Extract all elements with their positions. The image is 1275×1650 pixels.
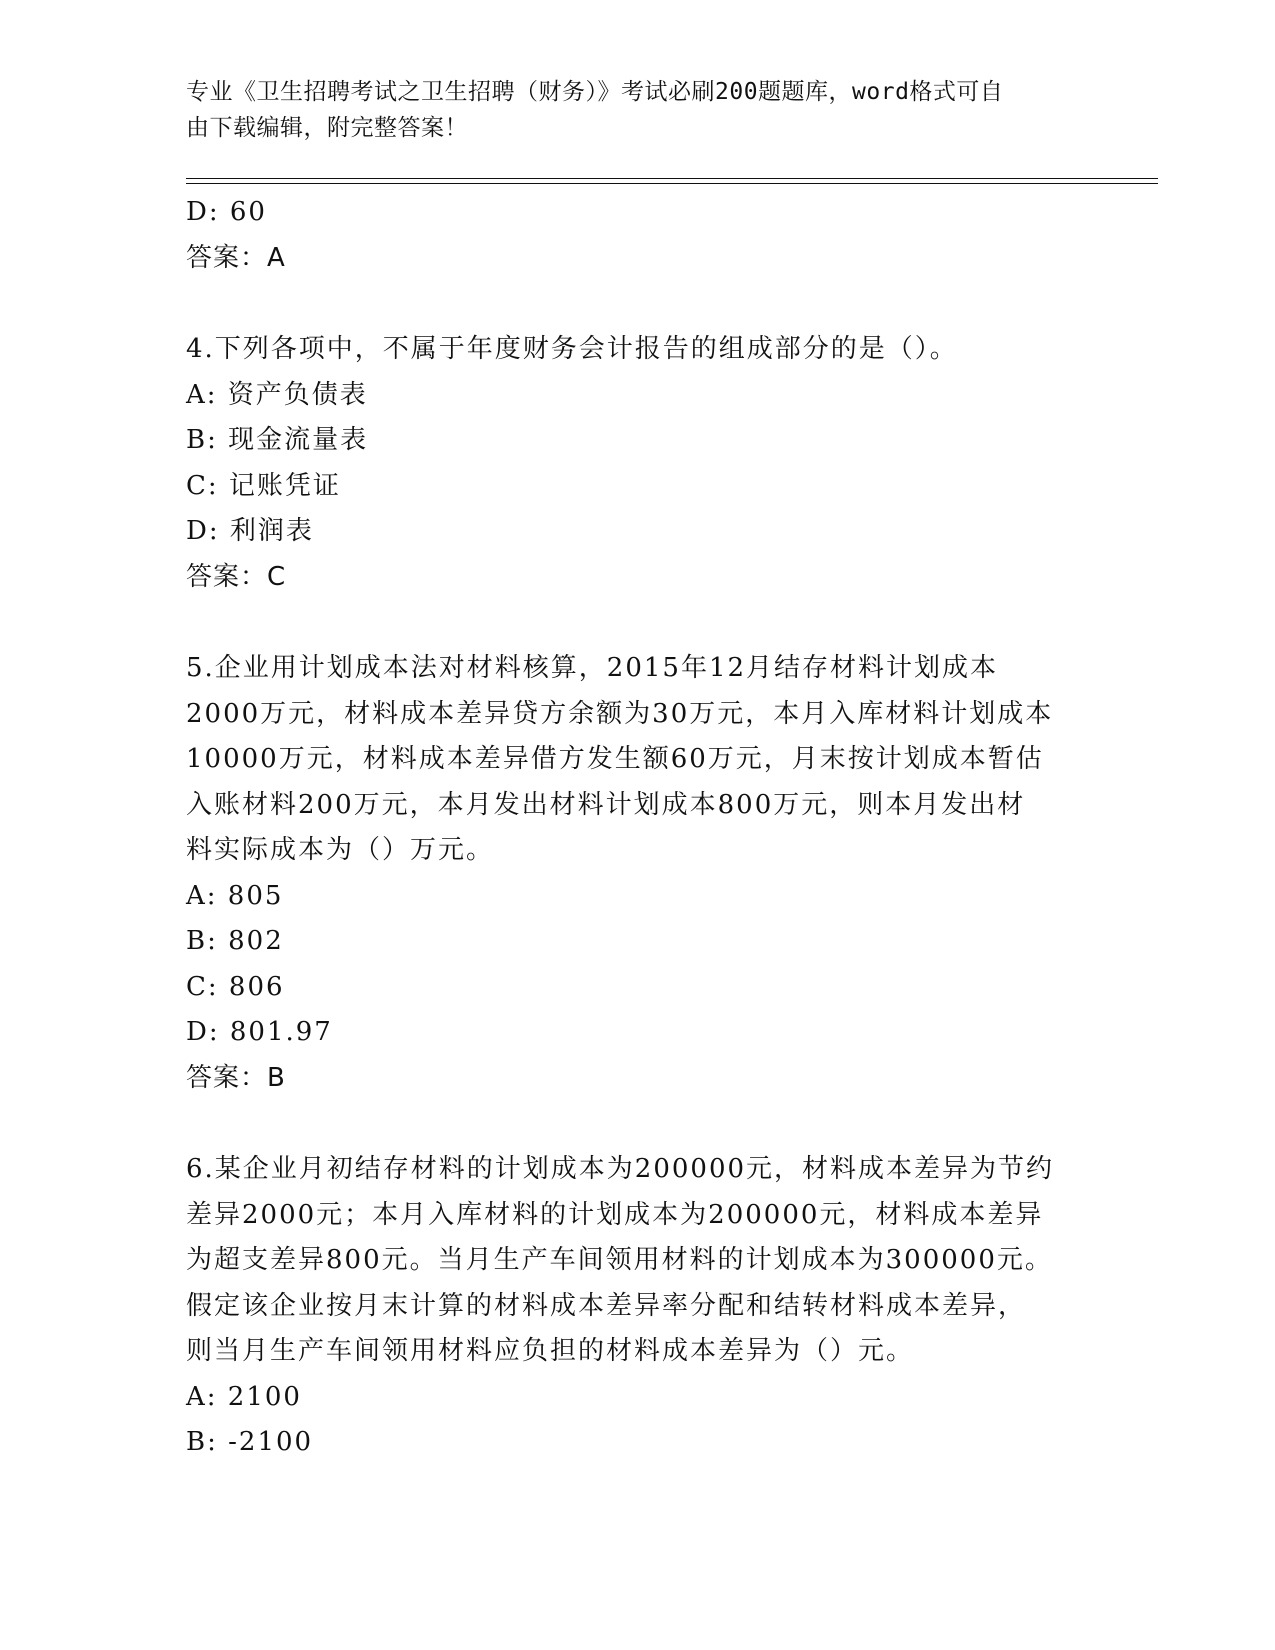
spacer <box>186 281 1086 327</box>
header-divider-top <box>186 178 1158 179</box>
document-body <box>186 190 1086 1466</box>
header-divider-bottom <box>186 183 1158 184</box>
q6-stem-line: 假定该企业按月末计算的材料成本差异率分配和结转材料成本差异， <box>186 1290 1027 1321</box>
spacer <box>186 1101 1086 1147</box>
q5-stem-line: 入账材料200万元，本月发出材料计划成本800万元，则本月发出材 <box>186 789 1026 820</box>
q5-option-b: B: 802 <box>186 926 284 956</box>
q6-stem-line: 6.某企业月初结存材料的计划成本为200000元，材料成本差异为节约 <box>186 1154 1055 1184</box>
q3-option-d: D: 60 <box>186 197 267 227</box>
q5-answer: 答案：B <box>186 1062 286 1093</box>
q4-option-c: C: 记账凭证 <box>186 470 341 501</box>
document-header <box>186 74 1066 146</box>
q5-option-d: D: 801.97 <box>186 1017 333 1047</box>
q6-stem-line: 则当月生产车间领用材料应负担的材料成本差异为（）元。 <box>186 1336 915 1366</box>
q4-stem: 4.下列各项中，不属于年度财务会计报告的组成部分的是（）。 <box>186 334 958 364</box>
q5-stem-line: 5.企业用计划成本法对材料核算，2015年12月结存材料计划成本 <box>186 653 999 683</box>
q6-stem-line: 差异2000元；本月入库材料的计划成本为200000元，材料成本差异 <box>186 1199 1044 1230</box>
header-line-2: 由下载编辑，附完整答案！ <box>186 115 468 141</box>
q4-option-b: B: 现金流量表 <box>186 425 369 455</box>
q4-option-d: D: 利润表 <box>186 516 314 546</box>
q5-stem-line: 料实际成本为（）万元。 <box>186 835 495 865</box>
q5-option-c: C: 806 <box>186 971 285 1002</box>
q5-option-a: A: 805 <box>186 880 284 911</box>
q6-stem-line: 为超支差异800元。当月生产车间领用材料的计划成本为300000元。 <box>186 1245 1053 1275</box>
q6-option-b: B: -2100 <box>186 1427 314 1457</box>
q4-option-a: A: 资产负债表 <box>186 379 368 410</box>
q6-option-a: A: 2100 <box>186 1381 302 1412</box>
q4-answer: 答案：C <box>186 561 287 592</box>
spacer <box>186 600 1086 646</box>
q5-stem-line: 10000万元，材料成本差异借方发生额60万元，月末按计划成本暂估 <box>186 744 1044 774</box>
header-line-1: 专业《卫生招聘考试之卫生招聘（财务）》考试必刷200题题库，word格式可自 <box>186 79 1004 105</box>
q3-answer: 答案：A <box>186 242 286 273</box>
q5-stem-line: 2000万元，材料成本差异贷方余额为30万元，本月入库材料计划成本 <box>186 698 1054 729</box>
